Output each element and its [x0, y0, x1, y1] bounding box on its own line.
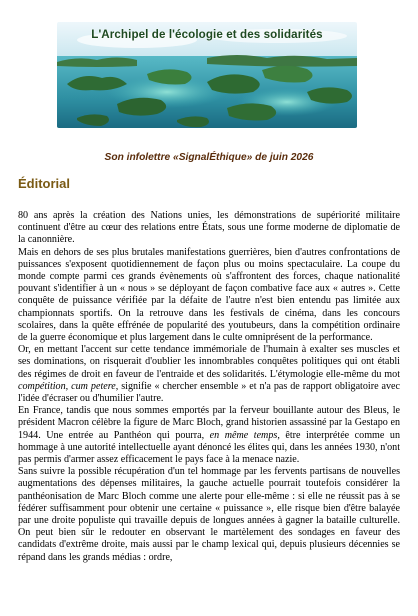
section-heading: Éditorial [18, 176, 71, 191]
paragraph [18, 247, 400, 345]
paragraph-text: Sans suivre la possible récupération d'un tel hommage par les fervents partisans de nouvelles augmentations des dépenses militaires, la gauche actuelle pourrait toutefois considérer la panthéonisation de Marc Bloch comme une alerte pour elle-même : si elle ne réussit pas à se fédérer suffisamment pour obtenir une certaine « puissance », elle risque bien d'être balayée par une droite populiste qui travaille depuis de longues années à gagner la bataille culturelle. On peut bien sûr le redouter en observant le martèlement des sondages en faveur des candidats d'extrême droite, mais aussi par le champ lexical qui, depuis plusieurs décennies se répand dans les grands médias : ordre, [18, 466, 400, 563]
paragraph-text: En France, tandis que nous sommes emportés par la ferveur bouillante autour des Bleus, le président Macron célèbre la figure de Marc Bloch, grand historien assassiné par la Gestapo en 1944. Une entrée au Panthéon qui pourra, [18, 405, 400, 441]
newsletter-subtitle: Son infolettre «SignalÉthique» de juin 2026 [104, 152, 314, 163]
editorial-body [18, 210, 400, 564]
paragraph [18, 210, 400, 247]
paragraph-text: , être interprétée comme un hommage à une autorité intellectuelle ayant dénoncé les élites qui, dans les années 1930, n'ont pas permis d'armer assez efficacement le pays face à la menace nazie. [18, 429, 401, 466]
header-banner [57, 22, 357, 128]
paragraph-text: , signifie « chercher ensemble » et n'a pas de rapport obligatoire avec l'idée d'écraser ou d'humilier l'autre. [18, 380, 400, 405]
paragraph [18, 466, 400, 564]
paragraph-text: Mais en dehors de ses plus brutales manifestations guerrières, bien d'autres confrontations de puissances s'exposent quotidiennement de façon plus ou moins spectaculaire. La coupe du monde compte parmi ces grands évènements où s'affrontent des forces, chaque nationalité pouvant s'identifier à un « nous » se déployant de façon combative face aux « autres ». Cette conquête de puissance vérifiée par la défaite de l'autre n'est bien entendu pas limitée aux championnats sportifs. On la retrouve dans les festivals de cinéma, dans les concours scolaires, dans la quête effrénée de popularité des youtubeurs, dans la compétition ordinaire de la guerre économique et plus largement dans le culte omniprésent de la performance. [18, 246, 400, 344]
paragraph [18, 405, 400, 466]
paragraph [18, 344, 400, 405]
emphasis-text: en même temps [209, 429, 278, 441]
paragraph-text: Or, en mettant l'accent sur cette tendance immémoriale de l'humain à exalter ses muscles et ses dominations, on risquerait d'oublier les innombrables conquêtes politiques qui ont établi des régimes de droit en faveur de l'entraide et des solidarités. L'étymologie elle-même du mot [18, 344, 400, 380]
paragraph-text: 80 ans après la création des Nations unies, les démonstrations de supériorité militaire continuent d'être au cœur des relations entre États, sous une forme moderne de diplomatie de la canonnière. [18, 210, 400, 246]
banner-title: L'Archipel de l'écologie et des solidarités [91, 28, 323, 41]
emphasis-text: compétition, cum petere [18, 380, 116, 392]
